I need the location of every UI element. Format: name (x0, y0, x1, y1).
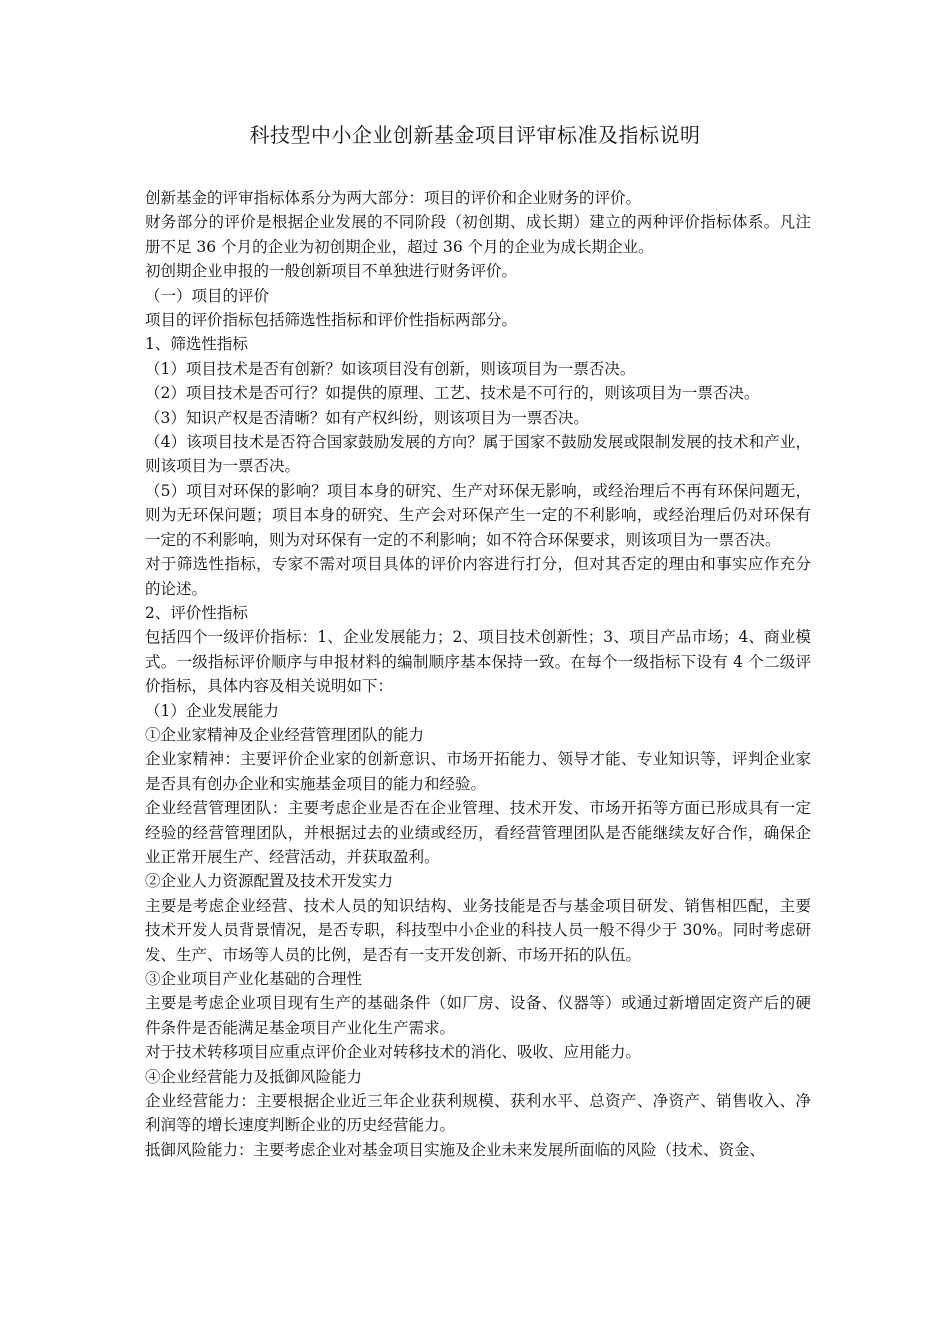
document-body (145, 186, 811, 1162)
list-item: （3）知识产权是否清晰？如有产权纠纷，则该项目为一票否决。 (145, 408, 589, 427)
item-subheading: ②企业人力资源配置及技术开发实力 (145, 872, 394, 891)
paragraph: 抵御风险能力：主要考虑企业对基金项目实施及企业未来发展所面临的风险（技术、资金、 (145, 1140, 766, 1159)
list-item: （2）项目技术是否可行？如提供的原理、工艺、技术是不可行的，则该项目为一票否决。 (145, 384, 760, 403)
paragraph: 企业经营能力：主要根据企业近三年企业获利规模、获利水平、总资产、净资产、销售收入、净利润等的增长速度判断企业的历史经营能力。 (145, 1092, 811, 1135)
list-item: （1）项目技术是否有创新？如该项目没有创新，则该项目为一票否决。 (145, 359, 636, 378)
paragraph: 财务部分的评价是根据企业发展的不同阶段（初创期、成长期）建立的两种评价指标体系。凡注册不足 36 个月的企业为初创期企业，超过 36 个月的企业为成长期企业。 (145, 213, 811, 256)
subsection-heading: 1、筛选性指标 (145, 335, 248, 354)
paragraph: 包括四个一级评价指标：1、企业发展能力；2、项目技术创新性；3、项目产品市场；4、商业模式。一级指标评价顺序与申报材料的编制顺序基本保持一致。在每个一级指标下设有 4 个二级评价指标，具体内容及相关说明如下： (145, 628, 811, 696)
document-title: 科技型中小企业创新基金项目评审标准及指标说明 (249, 123, 701, 147)
paragraph: 创新基金的评审指标体系分为两大部分：项目的评价和企业财务的评价。 (145, 189, 642, 207)
paragraph: 初创期企业申报的一般创新项目不单独进行财务评价。 (145, 262, 518, 281)
paragraph: 主要是考虑企业经营、技术人员的知识结构、业务技能是否与基金项目研发、销售相匹配，主要技术开发人员背景情况，是否专职，科技型中小企业的科技人员一般不得少于 30%。同时考虑研发、生产、市场等人员的比例，是否有一支开发创新、市场开拓的队伍。 (145, 896, 811, 964)
list-item: （5）项目对环保的影响？项目本身的研究、生产对环保无影响，或经治理后不再有环保问题无，则为无环保问题；项目本身的研究、生产会对环保产生一定的不利影响，或经治理后仍对环保有一定的不利影响，则为对环保有一定的不利影响；如不符合环保要求，则该项目为一票否决。 (145, 481, 811, 549)
subsection-heading: 2、评价性指标 (145, 603, 248, 622)
section-heading: （一）项目的评价 (145, 286, 270, 305)
item-subheading: ④企业经营能力及抵御风险能力 (145, 1067, 363, 1086)
item-subheading: ①企业家精神及企业经营管理团队的能力 (145, 725, 425, 744)
paragraph: 企业家精神：主要评价企业家的创新意识、市场开拓能力、领导才能、专业知识等，评判企业家是否具有创办企业和实施基金项目的能力和经验。 (145, 750, 811, 793)
item-subheading: ③企业项目产业化基础的合理性 (145, 970, 363, 988)
paragraph: 对于筛选性指标，专家不需对项目具体的评价内容进行打分，但对其否定的理由和事实应作充分的论述。 (145, 555, 811, 598)
list-item: （4）该项目技术是否符合国家鼓励发展的方向？属于国家不鼓励发展或限制发展的技术和产业，则该项目为一票否决。 (145, 433, 811, 476)
paragraph: 主要是考虑企业项目现有生产的基础条件（如厂房、设备、仪器等）或通过新增固定资产后的硬件条件是否能满足基金项目产业化生产需求。 (145, 994, 811, 1037)
paragraph: 项目的评价指标包括筛选性指标和评价性指标两部分。 (145, 311, 518, 330)
paragraph: 企业经营管理团队：主要考虑企业是否在企业管理、技术开发、市场开拓等方面已形成具有一定经验的经营管理团队，并根据过去的业绩或经历，看经营管理团队是否能继续友好合作，确保企业正常开展生产、经营活动，并获取盈利。 (145, 799, 811, 866)
paragraph: 对于技术转移项目应重点评价企业对转移技术的消化、吸收、应用能力。 (145, 1043, 642, 1062)
item-heading: （1）企业发展能力 (145, 701, 279, 720)
